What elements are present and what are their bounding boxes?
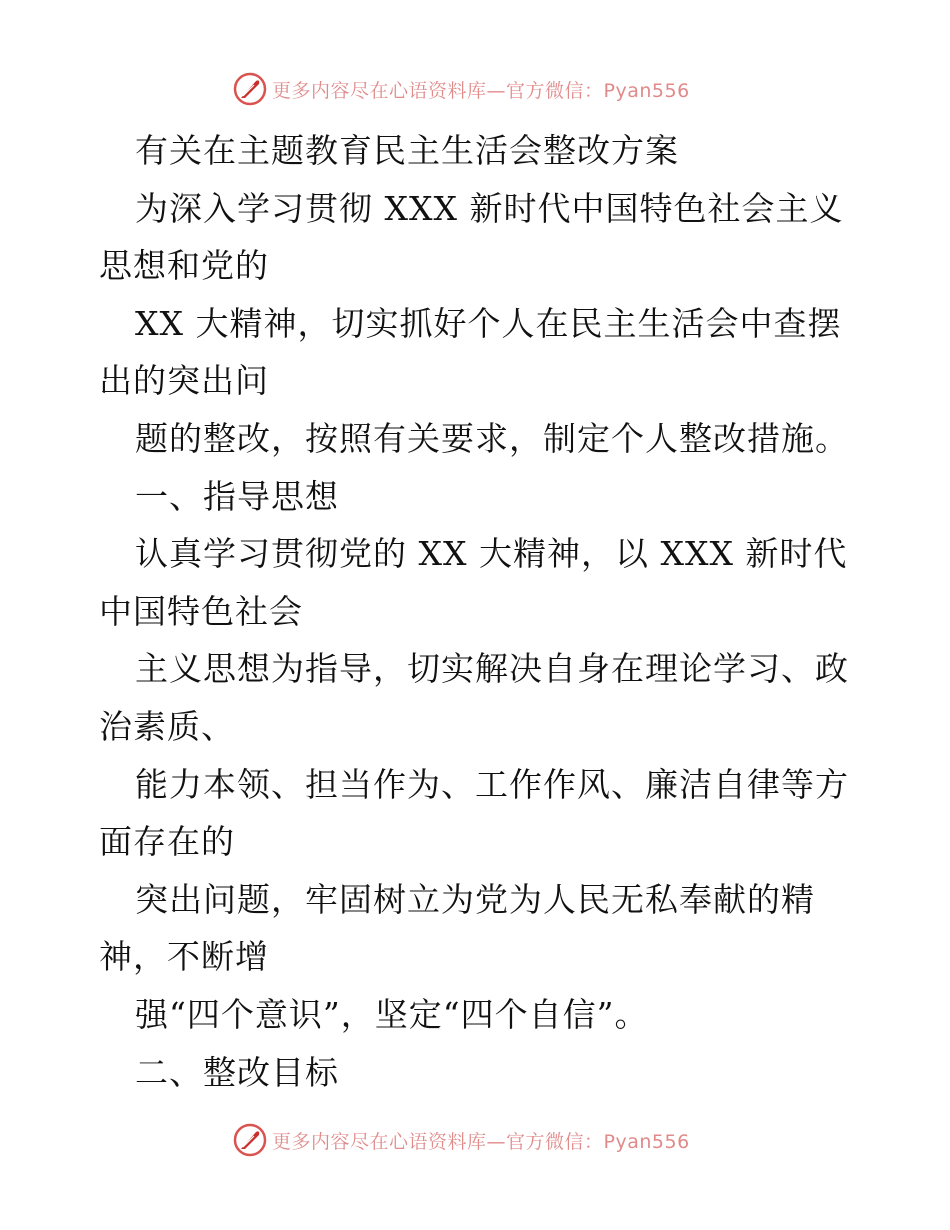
watermark-text: 更多内容尽在心语资料库—官方微信：Pyan556 (272, 1130, 690, 1153)
feather-pen-logo-icon (232, 71, 268, 107)
paragraph-line: 主义思想为指导，切实解决自身在理论学习、政 (135, 649, 849, 689)
paragraph-line: 能力本领、担当作为、工作作风、廉洁自律等方 (135, 764, 849, 804)
paragraph-line: 治素质、 (99, 706, 235, 746)
paragraph-line: 神，不断增 (99, 937, 269, 977)
paragraph-line: 中国特色社会 (99, 591, 303, 631)
document-title: 有关在主题教育民主生活会整改方案 (135, 131, 679, 170)
paragraph-line: 面存在的 (99, 822, 235, 862)
watermark-text: 更多内容尽在心语资料库—官方微信：Pyan556 (272, 79, 690, 102)
paragraph-line: 突出问题，牢固树立为党为人民无私奉献的精 (135, 879, 815, 919)
paragraph-line: 认真学习贯彻党的 XX 大精神，以 XXX 新时代 (135, 534, 848, 574)
paragraph-line: 思想和党的 (99, 246, 269, 286)
paragraph-line: XX 大精神，切实抓好个人在民主生活会中查摆 (135, 303, 842, 343)
section-heading: 一、指导思想 (135, 476, 339, 516)
paragraph-line: 为深入学习贯彻 XXX 新时代中国特色社会主义 (135, 188, 844, 228)
footer-watermark-banner (232, 1120, 690, 1160)
document-body (99, 122, 899, 1101)
header-watermark-banner (232, 69, 690, 109)
paragraph-line: 强“四个意识”，坚定“四个自信”。 (135, 994, 649, 1034)
section-heading: 二、整改目标 (135, 1052, 339, 1092)
paragraph-line: 出的突出问 (99, 361, 269, 401)
paragraph-line: 题的整改，按照有关要求，制定个人整改措施。 (135, 418, 849, 458)
feather-pen-logo-icon (232, 1122, 268, 1158)
